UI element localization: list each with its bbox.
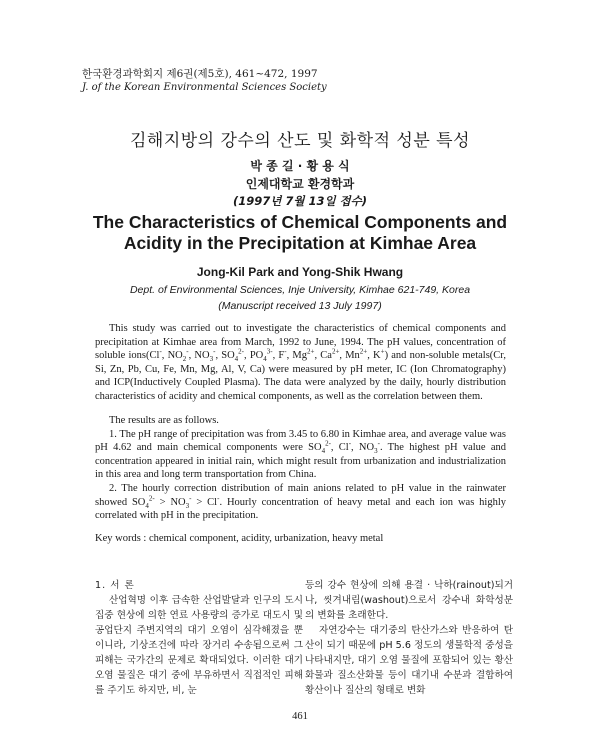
result-text: 1. The pH range of precipitation was from 3.45 to 6.80 in Kimhae area, and average value was pH 4.62 and main chemical components were SO bbox=[95, 428, 506, 454]
superscript: - bbox=[189, 494, 192, 503]
superscript: 2- bbox=[238, 347, 245, 356]
abstract-text: This study was carried out to investigate the characteristics of chemical components and precipitation at Kimhae area from March, 1992 to June, 1994. The pH values, concentration of soluble ions(Cl bbox=[95, 323, 506, 362]
abstract-results bbox=[95, 414, 506, 523]
journal-header-english: J. of the Korean Environmental Sciences Society bbox=[82, 82, 327, 93]
abstract-text: , Mn bbox=[339, 350, 360, 362]
superscript: + bbox=[380, 347, 385, 356]
affiliation-english: Dept. of Environmental Sciences, Inje University, Kimhae 621-749, Korea bbox=[129, 284, 471, 296]
superscript: - bbox=[186, 347, 189, 356]
subscript: 4 bbox=[263, 355, 267, 364]
subscript: 3 bbox=[374, 447, 378, 456]
affiliation-korean: 인제대학교 환경학과 bbox=[245, 177, 355, 191]
received-english: (Manuscript received 13 July 1997) bbox=[218, 300, 382, 312]
result-text: . The highest pH value and concentration appeared in initial rain, which might result from urbanization and industrialization in this area and long term transportation from China. bbox=[95, 442, 506, 481]
subscript: 4 bbox=[145, 501, 149, 510]
authors-english: Jong-Kil Park and Yong-Shik Hwang bbox=[196, 265, 404, 279]
superscript: - bbox=[348, 439, 352, 448]
section-heading: 1. 서 론 bbox=[95, 580, 135, 591]
body-column-right bbox=[305, 578, 513, 698]
title-english-line1: The Characteristics of Chemical Components and bbox=[92, 212, 508, 232]
received-korean: (1997년 7월 13일 접수) bbox=[232, 194, 368, 208]
abstract-text: , Ca bbox=[314, 350, 332, 362]
subscript: 4 bbox=[234, 355, 239, 364]
abstract-text: , NO bbox=[188, 350, 210, 362]
subscript: 4 bbox=[321, 447, 326, 456]
superscript: - bbox=[217, 494, 220, 503]
result-1 bbox=[95, 428, 506, 482]
result-text: > Cl bbox=[191, 496, 218, 508]
superscript: - bbox=[377, 439, 380, 448]
body-paragraph: 등의 강수 현상에 의해 용결 · 낙하(rainout)되거나, 씻겨내림(washout)으로서 강수내 화학성분의 변화를 초래한다. bbox=[305, 580, 513, 621]
title-korean: 김해지방의 강수의 산도 및 화학적 성분 특성 bbox=[129, 131, 471, 151]
superscript: 2- bbox=[148, 494, 155, 503]
abstract-text: , F bbox=[272, 350, 285, 362]
abstract-text: , Mg bbox=[286, 350, 307, 362]
abstract-text: ) and non-soluble metals(Cr, Si, Zn, Pb, Cu, Fe, Mn, Mg, Al, V, Ca) were measured by pH meter, IC (Ion Chromatography) and ICP(Inductively Coupled Plasma). The data were analyzed by the daily, hourly distribution characteristics of acidity and chemical components, as well as the correlation between them. bbox=[95, 350, 506, 402]
superscript: - bbox=[213, 347, 216, 356]
result-text: , Cl bbox=[330, 442, 349, 454]
subscript: 2 bbox=[182, 355, 187, 364]
title-english-line2: Acidity in the Precipitation at Kimhae Area bbox=[123, 233, 477, 253]
superscript: 2- bbox=[325, 439, 331, 448]
abstract-paragraph bbox=[95, 322, 506, 404]
journal-header-korean: 한국환경과학회지 제6권(제5호), 461~472, 1997 bbox=[82, 68, 318, 80]
superscript: - bbox=[159, 347, 162, 356]
results-intro: The results are as follows. bbox=[109, 415, 219, 426]
result-text: , NO bbox=[351, 442, 375, 454]
page-number: 461 bbox=[292, 711, 308, 722]
abstract-text: , PO bbox=[244, 350, 264, 362]
superscript: 2+ bbox=[307, 347, 315, 356]
body-paragraph: 자연강수는 대기중의 탄산가스와 반응하여 탄산이 되기 때문에 pH 5.6 정도의 생물학적 중성을 나타내지만, 대기 오염 물질에 포함되어 있는 황산화물과 질소산화물 등이 대기내 수분과 결합하여 황산이나 질산의 형태로 변화 bbox=[305, 625, 513, 696]
subscript: 3 bbox=[185, 501, 190, 510]
body-column-left bbox=[95, 578, 303, 698]
result-text: 2. The hourly correction distribution of main anions related to pH value in the rainwater showed SO bbox=[95, 482, 506, 508]
superscript: 3- bbox=[266, 347, 273, 356]
superscript: 2+ bbox=[331, 347, 340, 356]
result-2 bbox=[95, 482, 506, 523]
result-text: > NO bbox=[154, 496, 186, 508]
abstract-text: , K bbox=[367, 350, 381, 362]
superscript: 2+ bbox=[359, 347, 368, 356]
subscript: 3 bbox=[209, 355, 214, 364]
result-text: . Hourly concentration of heavy metal and each ion was highly correlated with pH in the precipitation. bbox=[95, 496, 507, 522]
authors-korean: 박 종 길 · 황 용 식 bbox=[250, 159, 350, 173]
abstract-text: , SO bbox=[215, 350, 235, 362]
superscript: - bbox=[284, 347, 287, 356]
body-paragraph: 산업혁명 이후 급속한 산업발달과 인구의 도시집중 현상에 의한 연료 사용량의 증가로 대도시 및 공업단지 주변지역의 대기 오염이 심각해졌을 뿐이니라, 기상조건에 따라 장거리 수송됨으로써 그 피해는 국가간의 문제로 확대되었다. 이러한 대기 오염 물질은 대기 중에 부유하면서 직접적인 피해를 주기도 하지만, 비, 눈 bbox=[95, 595, 303, 696]
keywords: Key words : chemical component, acidity, urbanization, heavy metal bbox=[95, 533, 384, 544]
abstract-text: , NO bbox=[161, 350, 183, 362]
